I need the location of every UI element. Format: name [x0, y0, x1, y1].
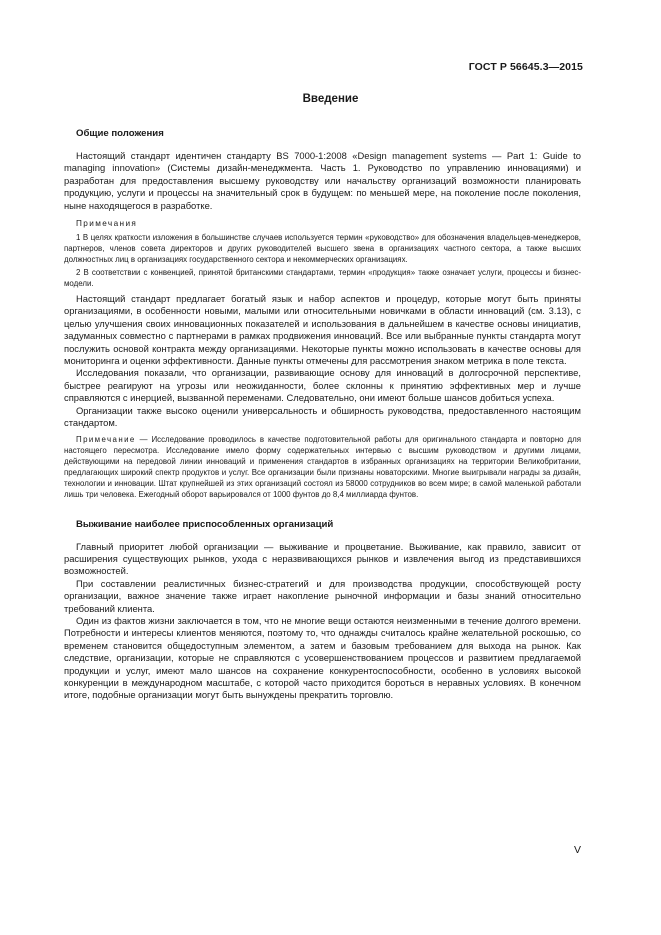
section-heading-survival: Выживание наиболее приспособленных организаций [76, 518, 334, 530]
paragraph: При составлении реалистичных бизнес-стратегий и для производства продукции, способствующей росту организации, важное значение также играет накопление рыночной информации и базы знаний относительно требований клиента. [64, 577, 581, 614]
section-heading-general: Общие положения [76, 128, 164, 139]
page-number: V [573, 844, 581, 856]
page-title: Введение [302, 93, 359, 105]
paragraph: Организации также высоко оценили универсальность и обширность руководства, предоставленного настоящим стандартом. [64, 404, 581, 429]
standard-code: ГОСТ Р 56645.3—2015 [468, 61, 583, 73]
document-body [64, 128, 581, 702]
note-text: — Исследование проводилось в качестве подготовительной работы для оригинального стандарта и повторно для настоящего пересмотра. Исследование имело форму содержательных интервью с высшим руководством и другими лицами, действующими на передовой линии инноваций и применения стандартов в избранных организациях на территории Великобритании, предлагающих широкий спектр продуктов и услуг. Все организации были признаны новаторскими. Многие выигрывали награды за дизайн, технологии и инновации. Штат крупнейшей из этих организаций состоял из 58000 сотрудников во всем мире; в самой маленькой работали лишь три человека. Ежегодный оборот варьировался от 1000 фунтов до 8,4 миллиарда фунтов. [64, 434, 581, 499]
paragraph: Настоящий стандарт предлагает богатый язык и набор аспектов и процедур, которые могут быть приняты организациями, в особенности новыми, малыми или относительными новичками в области инноваций (см. 3.13), с целью улучшения своих инновационных показателей и использования в дальнейшем в качестве основы инициатив, задуманных совместно с партнерами в рамках продвижения инноваций. Все или выбранные пункты стандарта могут послужить основой контракта между организациями. Некоторые пункты можно использовать в качестве основы для мониторинга и оценки эффективности. Данные пункты отмечены для рассмотрения знаком метрика в поле текста. [64, 293, 581, 367]
note-item: 1 В целях краткости изложения в большинстве случаев используется термин «руководство» для обозначения владельцев-менеджеров, партнеров, членов совета директоров и других руководителей высшего звена в организациях частного сектора, а также высших должностных лиц в организациях государственного сектора и некоммерческих организациях. [64, 233, 581, 265]
paragraph: Главный приоритет любой организации — выживание и процветание. Выживание, как правило, зависит от расширения существующих рынков, ухода с неразвивающихся рынков и извлечения выгод из представившихся возможностей. [64, 540, 581, 577]
paragraph: Один из фактов жизни заключается в том, что не многие вещи остаются неизменными в течение долгого времени. Потребности и интересы клиентов меняются, поэтому то, что однажды считалось крайне желательной роскошью, со временем становится общедоступным элементом, а затем и базовым требованием для выхода на рынок. Как следствие, организации, которые не справляются с усовершенствованием процессов и развитием предлагаемой продукции и услуг, имеют мало шансов на сохранение конкурентоспособности, особенно в условиях высокой конкуренции в международном масштабе, с которой часто приходится бороться в неравных условиях. В конечном итоге, подобные организации могут быть вынуждены прекратить торговлю. [64, 614, 581, 701]
note-item: 2 В соответствии с конвенцией, принятой британскими стандартами, термин «продукция» также означает услуги, процессы и бизнес-модели. [64, 268, 581, 289]
notes-label: Примечания [76, 219, 138, 229]
note-research [64, 434, 581, 500]
note-label: Примечание [76, 434, 136, 444]
paragraph: Настоящий стандарт идентичен стандарту BS 7000-1:2008 «Design management systems — Part 1: Guide to managing innovation» (Системы дизайн-менеджмента. Часть 1. Руководство по управлению инновациями) и разработан для предоставления высшему руководству или начальству организаций возможности планировать продукцию, услуги и процессы на значительный срок в будущем: по меньшей мере, на поколение после поколения, ныне находящегося в разработке. [64, 150, 581, 211]
paragraph: Исследования показали, что организации, развивающие основу для инноваций в долгосрочной перспективе, быстрее реагируют на угрозы или неожиданности, более склонны к принятию эффективных мер и лучше справляются с инерцией, вызванной переменами. Следовательно, они имеют больше шансов добиться успеха. [64, 367, 581, 404]
